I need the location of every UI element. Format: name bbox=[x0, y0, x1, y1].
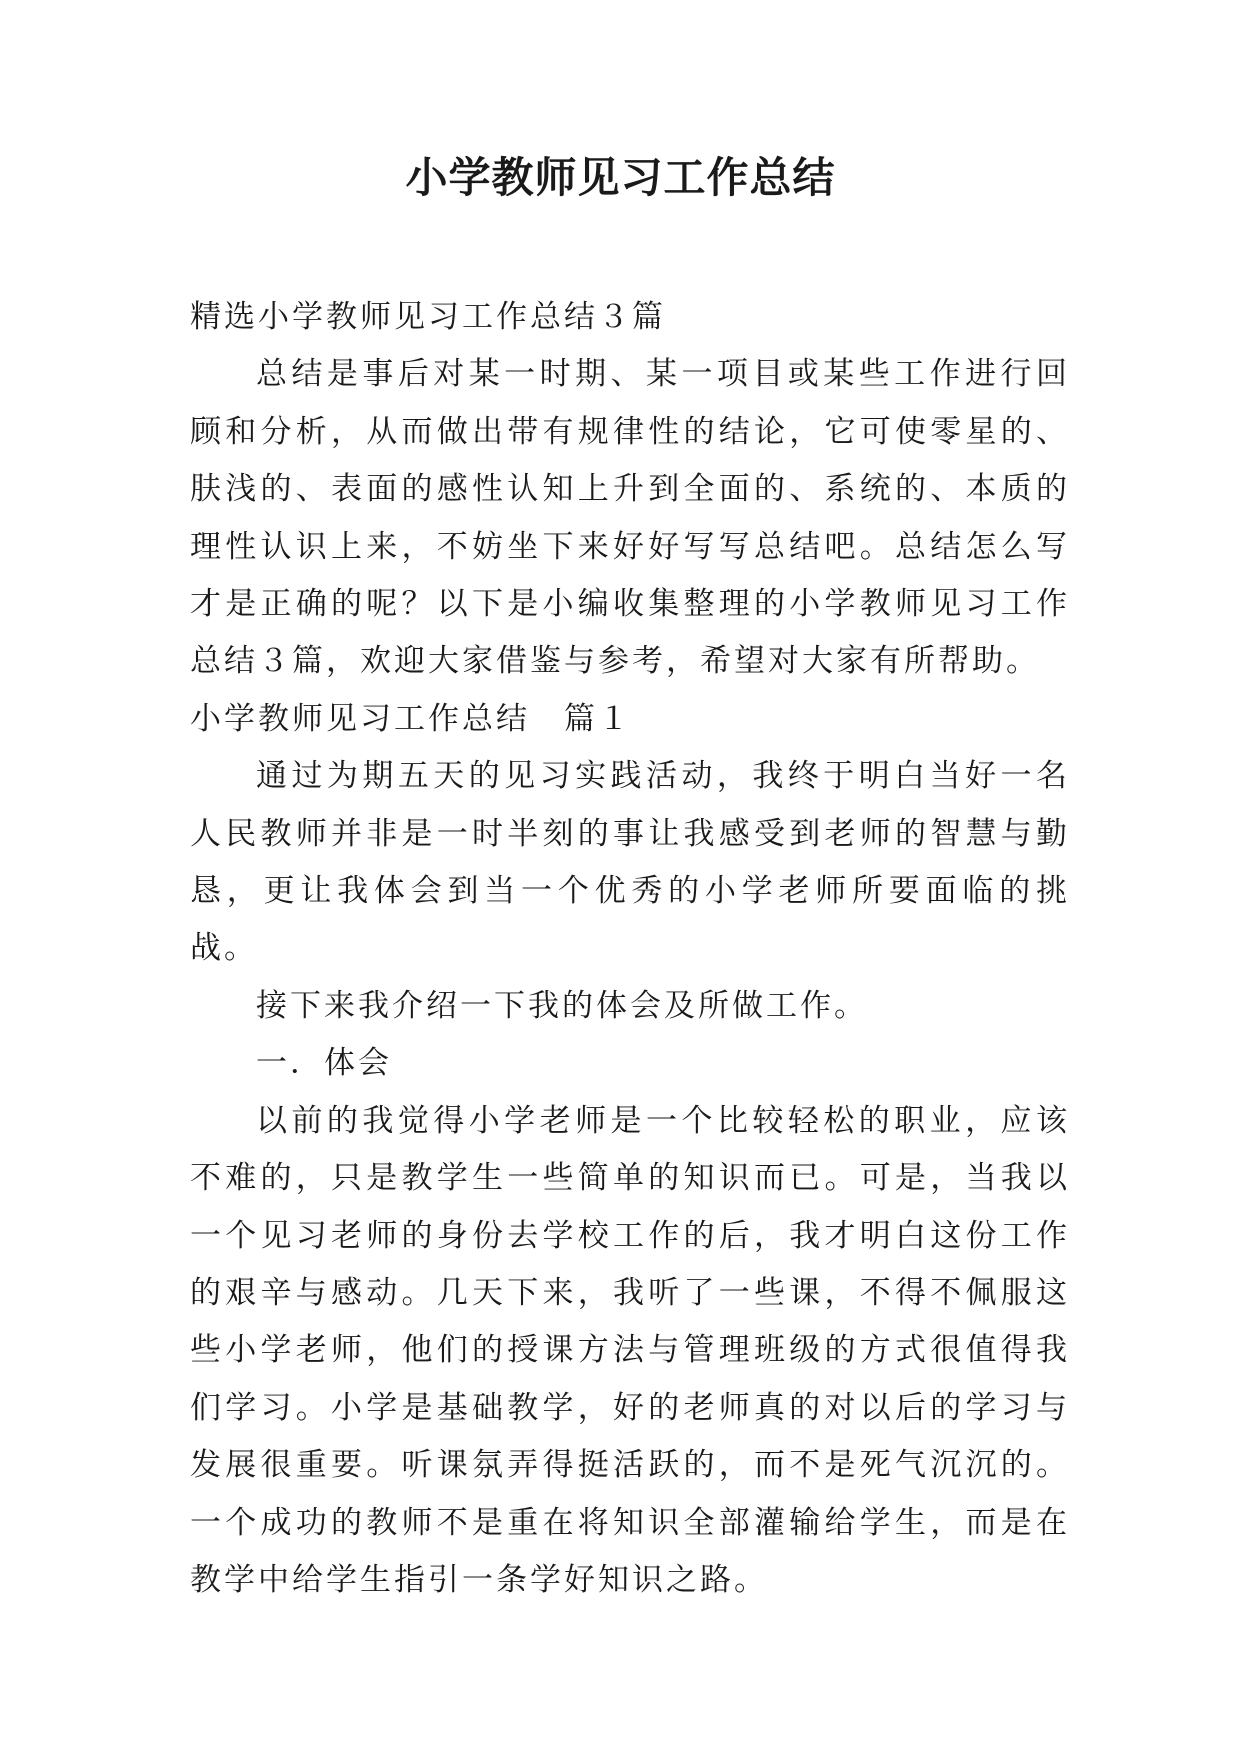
body-paragraph: 以前的我觉得小学老师是一个比较轻松的职业，应该不难的，只是教学生一些简单的知识而已。可是，当我以一个见习老师的身份去学校工作的后，我才明白这份工作的艰辛与感动。几天下来，我听了一些课，不得不佩服这些小学老师，他们的授课方法与管理班级的方式很值得我们学习。小学是基础教学，好的老师真的对以后的学习与发展很重要。听课氛弄得挺活跃的，而不是死气沉沉的。一个成功的教师不是重在将知识全部灌输给学生，而是在教学中给学生指引一条学好知识之路。 bbox=[190, 1102, 1070, 1598]
document-body bbox=[190, 289, 1070, 1609]
body-paragraph: 接下来我介绍一下我的体会及所做工作。 bbox=[256, 987, 868, 1024]
intro-paragraph: 总结是事后对某一时期、某一项目或某些工作进行回顾和分析，从而做出带有规律性的结论，它可使零星的、肤浅的、表面的感性认知上升到全面的、系统的、本质的理性认识上来，不妨坐下来好好写写总结吧。总结怎么写才是正确的呢？以下是小编收集整理的小学教师见习工作总结３篇，欢迎大家借鉴与参考，希望对大家有所帮助。 bbox=[190, 356, 1070, 680]
section-heading: 小学教师见习工作总结 篇１ bbox=[190, 700, 632, 737]
subheading: 一．体会 bbox=[256, 1045, 392, 1082]
document-subtitle: 精选小学教师见习工作总结３篇 bbox=[190, 299, 666, 335]
body-paragraph: 通过为期五天的见习实践活动，我终于明白当好一名人民教师并非是一时半刻的事让我感受到老师的智慧与勤恳，更让我体会到当一个优秀的小学老师所要面临的挑战。 bbox=[190, 758, 1070, 967]
document-title: 小学教师见习工作总结 bbox=[405, 153, 836, 202]
